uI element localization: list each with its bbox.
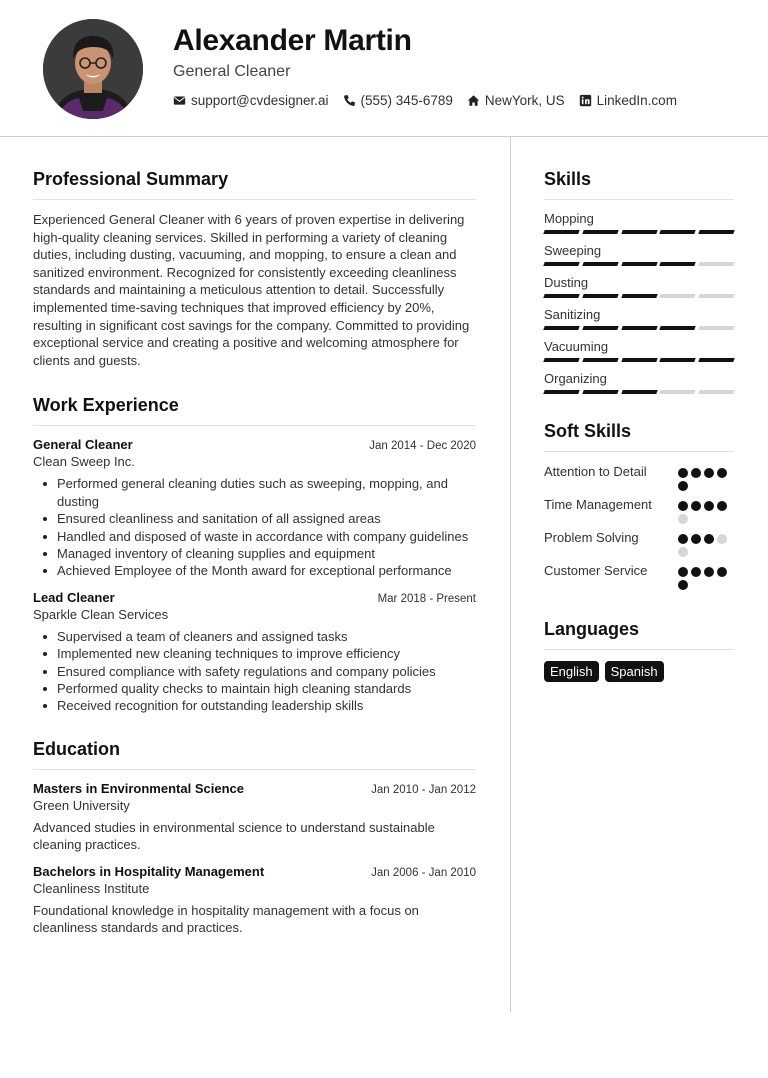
- rating-dot: [704, 468, 714, 478]
- contact-linkedin[interactable]: [579, 93, 677, 108]
- job-company: Clean Sweep Inc.: [33, 454, 135, 470]
- skill-item: [544, 371, 734, 394]
- job-entry: [33, 437, 476, 579]
- skill-level-segment: [621, 294, 657, 298]
- rating-dot: [704, 567, 714, 577]
- soft-skill-name: Problem Solving: [544, 530, 639, 545]
- skill-level-segment: [660, 326, 696, 330]
- skill-name: Sweeping: [544, 243, 602, 258]
- skill-level-segment: [582, 294, 618, 298]
- summary-text: Experienced General Cleaner with 6 years of proven expertise in delivering high-quality cleaning services. Skilled in performing a variety of cleaning duties, including dusting, vacuuming, and mopping, to ensure a clean and sanitized environment. Recognized for consistently exceeding cleanliness standards and maintaining a meticulous attention to detail. Successfully implemented time-saving techniques that improved efficiency by 20%, resulting in significant cost savings for the company. Committed to providing exceptional service and creating a positive and welcoming atmosphere for clients and guests.: [33, 212, 470, 368]
- skill-name: Mopping: [544, 211, 594, 226]
- languages-heading: Languages: [544, 619, 734, 650]
- contact-email[interactable]: [173, 93, 329, 108]
- skill-name: Sanitizing: [544, 307, 601, 322]
- bullet-item: Received recognition for outstanding leadership skills: [57, 697, 476, 714]
- rating-dot: [678, 547, 688, 557]
- job-bullets: [33, 475, 476, 579]
- rating-dot: [717, 567, 727, 577]
- skill-level-segment: [582, 326, 618, 330]
- bullet-item: Supervised a team of cleaners and assigned tasks: [57, 628, 476, 645]
- education-section: [33, 739, 476, 937]
- degree-title: Bachelors in Hospitality Management: [33, 863, 265, 879]
- soft-skill-rating: [678, 529, 734, 557]
- rating-dot: [691, 567, 701, 577]
- skill-level-segment: [621, 390, 657, 394]
- rating-dot: [678, 481, 688, 491]
- skill-level-segment: [543, 294, 579, 298]
- skill-level-segment: [621, 230, 657, 234]
- soft-skill-name: Attention to Detail: [544, 464, 647, 479]
- bullet-item: Handled and disposed of waste in accordance with company guidelines: [57, 528, 476, 545]
- skill-level-bar: [544, 294, 734, 298]
- summary-section: [33, 169, 476, 369]
- summary-heading: Professional Summary: [33, 169, 476, 200]
- bullet-item: Managed inventory of cleaning supplies and equipment: [57, 545, 476, 562]
- rating-dot: [691, 468, 701, 478]
- soft-skill-item: [544, 496, 734, 524]
- experience-section: [33, 395, 476, 714]
- job-title: General Cleaner: [33, 437, 133, 453]
- home-icon: [467, 94, 480, 107]
- bullet-item: Implemented new cleaning techniques to improve efficiency: [57, 645, 476, 662]
- skill-level-bar: [544, 262, 734, 266]
- education-date: Jan 2006 - Jan 2010: [371, 866, 476, 879]
- skill-item: [544, 275, 734, 298]
- skill-level-segment: [543, 390, 579, 394]
- degree-title: Masters in Environmental Science: [33, 780, 244, 796]
- soft-skills-section: [544, 421, 734, 590]
- skill-level-segment: [698, 230, 734, 234]
- school-name: Green University: [33, 797, 130, 813]
- candidate-name: Alexander Martin: [173, 24, 412, 57]
- skill-level-segment: [543, 358, 579, 362]
- linkedin-icon: [579, 94, 592, 107]
- job-title: Lead Cleaner: [33, 589, 115, 605]
- soft-skill-item: [544, 562, 734, 590]
- bullet-item: Performed quality checks to maintain high cleaning standards: [57, 680, 476, 697]
- rating-dot: [717, 534, 727, 544]
- contact-info: [173, 93, 677, 108]
- envelope-icon: [173, 94, 186, 107]
- skill-level-segment: [621, 262, 657, 266]
- soft-skills-heading: Soft Skills: [544, 421, 734, 452]
- phone-text: (555) 345-6789: [360, 93, 453, 108]
- skill-level-segment: [698, 390, 734, 394]
- skill-level-segment: [582, 358, 618, 362]
- soft-skill-rating: [678, 496, 734, 524]
- main-column: [33, 169, 476, 946]
- rating-dot: [717, 501, 727, 511]
- rating-dot: [691, 534, 701, 544]
- resume-header: [0, 0, 768, 137]
- education-description: Advanced studies in environmental science to understand sustainable cleaning practices.: [33, 819, 435, 853]
- rating-dot: [704, 534, 714, 544]
- job-company: Sparkle Clean Services: [33, 606, 169, 622]
- sidebar-column: [544, 169, 734, 682]
- soft-skill-name: Time Management: [544, 497, 652, 512]
- phone-icon: [343, 94, 356, 107]
- skill-item: [544, 307, 734, 330]
- job-date: Mar 2018 - Present: [377, 592, 476, 605]
- skill-level-segment: [698, 358, 734, 362]
- skill-level-segment: [660, 294, 696, 298]
- skills-section: [544, 169, 734, 394]
- skill-item: [544, 243, 734, 266]
- skill-level-segment: [698, 326, 734, 330]
- skill-level-bar: [544, 390, 734, 394]
- soft-skill-item: [544, 463, 734, 491]
- bullet-item: Ensured compliance with safety regulations and company policies: [57, 663, 476, 680]
- education-heading: Education: [33, 739, 476, 770]
- rating-dot: [678, 567, 688, 577]
- rating-dot: [678, 501, 688, 511]
- soft-skill-name: Customer Service: [544, 563, 648, 578]
- avatar: [43, 19, 143, 119]
- education-entry: [33, 781, 476, 854]
- skills-heading: Skills: [544, 169, 734, 200]
- skill-level-segment: [660, 262, 696, 266]
- education-entry: [33, 864, 476, 937]
- rating-dot: [678, 514, 688, 524]
- skill-level-segment: [621, 358, 657, 362]
- language-badge: English: [544, 661, 599, 682]
- bullet-item: Achieved Employee of the Month award for exceptional performance: [57, 562, 476, 579]
- skill-level-bar: [544, 358, 734, 362]
- contact-phone[interactable]: [343, 93, 453, 108]
- skill-level-segment: [543, 326, 579, 330]
- bullet-item: Ensured cleanliness and sanitation of all assigned areas: [57, 510, 476, 527]
- rating-dot: [717, 468, 727, 478]
- contact-location: [467, 93, 565, 108]
- job-bullets: [33, 628, 476, 715]
- skill-level-segment: [582, 390, 618, 394]
- rating-dot: [704, 501, 714, 511]
- soft-skill-rating: [678, 463, 734, 491]
- bullet-item: Performed general cleaning duties such as sweeping, mopping, and dusting: [57, 475, 476, 510]
- rating-dot: [678, 580, 688, 590]
- soft-skill-rating: [678, 562, 734, 590]
- profile-photo: [43, 19, 143, 119]
- soft-skill-item: [544, 529, 734, 557]
- skill-name: Organizing: [544, 371, 607, 386]
- education-description: Foundational knowledge in hospitality management with a focus on cleanliness standards and practices.: [33, 902, 419, 936]
- skill-level-segment: [698, 262, 734, 266]
- skill-item: [544, 339, 734, 362]
- skill-level-segment: [582, 230, 618, 234]
- skill-level-bar: [544, 230, 734, 234]
- skill-level-segment: [543, 262, 579, 266]
- skill-name: Dusting: [544, 275, 589, 290]
- skill-level-segment: [660, 230, 696, 234]
- candidate-role: General Cleaner: [173, 63, 291, 80]
- experience-heading: Work Experience: [33, 395, 476, 426]
- language-badge: Spanish: [605, 661, 664, 682]
- education-date: Jan 2010 - Jan 2012: [371, 783, 476, 796]
- skill-level-segment: [543, 230, 579, 234]
- skill-level-bar: [544, 326, 734, 330]
- skill-item: [544, 211, 734, 234]
- email-text: support@cvdesigner.ai: [191, 93, 329, 108]
- column-divider: [510, 137, 511, 1012]
- school-name: Cleanliness Institute: [33, 880, 150, 896]
- skill-level-segment: [698, 294, 734, 298]
- skill-level-segment: [582, 262, 618, 266]
- job-entry: [33, 590, 476, 715]
- linkedin-text: LinkedIn.com: [596, 93, 677, 108]
- skill-level-segment: [621, 326, 657, 330]
- skill-level-segment: [660, 358, 696, 362]
- rating-dot: [678, 534, 688, 544]
- job-date: Jan 2014 - Dec 2020: [369, 440, 476, 453]
- location-text: NewYork, US: [484, 93, 565, 108]
- rating-dot: [678, 468, 688, 478]
- skill-level-segment: [660, 390, 696, 394]
- languages-section: [544, 619, 734, 682]
- skill-name: Vacuuming: [544, 339, 609, 354]
- rating-dot: [691, 501, 701, 511]
